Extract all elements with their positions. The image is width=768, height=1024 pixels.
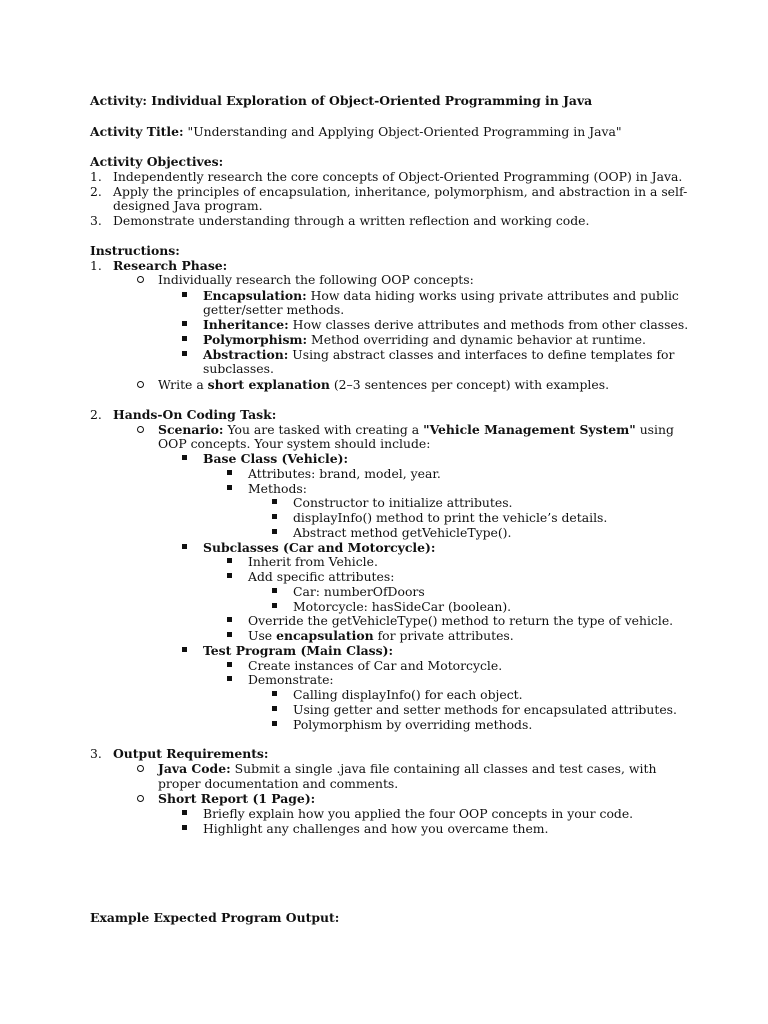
report-item: Highlight any challenges and how you overcame them. (203, 821, 549, 836)
square-bullet-icon (182, 351, 187, 356)
output-requirements-title: Output Requirements: (113, 746, 269, 761)
concept-term: Abstraction: (203, 347, 289, 362)
concept-desc: How classes derive attributes and methods from other classes. (288, 317, 689, 332)
objective-item: Demonstrate understanding through a written reflection and working code. (113, 213, 590, 228)
java-code-continued: proper documentation and comments. (158, 776, 399, 791)
square-bullet-icon (272, 529, 277, 534)
section-number: 1. (90, 258, 102, 273)
method-item: Abstract method getVehicleType(). (293, 525, 512, 540)
scenario-line (158, 422, 674, 437)
square-bullet-icon (182, 336, 187, 341)
method-item: Constructor to initialize attributes. (293, 495, 513, 510)
concept-desc: Method overriding and dynamic behavior at runtime. (307, 332, 646, 347)
report-item: Briefly explain how you applied the four OOP concepts in your code. (203, 806, 634, 821)
concept-inheritance (203, 317, 688, 332)
square-bullet-icon (272, 514, 277, 519)
base-class-title: Base Class (Vehicle): (203, 451, 349, 466)
explain-bold: short explanation (207, 377, 330, 392)
circle-bullet-icon (137, 765, 144, 772)
objective-number: 3. (90, 213, 102, 228)
coding-task-title: Hands-On Coding Task: (113, 407, 277, 422)
activity-title-label: Activity Title: (90, 124, 184, 139)
use-suffix: for private attributes. (373, 628, 514, 643)
concept-term: Polymorphism: (203, 332, 308, 347)
demo-item: Polymorphism by overriding methods. (293, 717, 533, 732)
square-bullet-icon (227, 617, 232, 622)
explain-prefix: Write a (158, 377, 208, 392)
scenario-prefix: You are tasked with creating a (223, 422, 424, 437)
activity-title-value: "Understanding and Applying Object-Oriented Programming in Java" (187, 124, 622, 139)
concept-encapsulation (203, 288, 679, 303)
objective-number: 1. (90, 169, 102, 184)
square-bullet-icon (182, 825, 187, 830)
concept-desc: How data hiding works using private attributes and public (306, 288, 679, 303)
objective-item: Independently research the core concepts of Object-Oriented Programming (OOP) in Java. (113, 169, 683, 184)
scenario-label: Scenario: (158, 422, 224, 437)
square-bullet-icon (182, 292, 187, 297)
square-bullet-icon (272, 499, 277, 504)
scenario-suffix: using (635, 422, 674, 437)
circle-bullet-icon (137, 426, 144, 433)
square-bullet-icon (227, 470, 232, 475)
concept-abstraction (203, 347, 674, 362)
square-bullet-icon (272, 691, 277, 696)
test-program-title: Test Program (Main Class): (203, 643, 394, 658)
objective-item: Apply the principles of encapsulation, inheritance, polymorphism, and abstraction in a self- (113, 184, 688, 199)
explain-suffix: (2–3 sentences per concept) with examples. (329, 377, 610, 392)
square-bullet-icon (272, 721, 277, 726)
research-intro: Individually research the following OOP concepts: (158, 272, 474, 287)
subclass-inherit: Inherit from Vehicle. (248, 554, 378, 569)
square-bullet-icon (272, 706, 277, 711)
square-bullet-icon (182, 810, 187, 815)
section-number: 3. (90, 746, 102, 761)
concept-desc: Using abstract classes and interfaces to define templates for (288, 347, 675, 362)
circle-bullet-icon (137, 795, 144, 802)
circle-bullet-icon (137, 381, 144, 388)
java-code-label: Java Code: (158, 761, 231, 776)
square-bullet-icon (182, 321, 187, 326)
objectives-label: Activity Objectives: (90, 154, 224, 169)
concept-polymorphism (203, 332, 646, 347)
square-bullet-icon (182, 647, 187, 652)
short-report-label: Short Report (1 Page): (158, 791, 316, 806)
subclass-override: Override the getVehicleType() method to return the type of vehicle. (248, 613, 674, 628)
research-phase-title: Research Phase: (113, 258, 228, 273)
square-bullet-icon (182, 455, 187, 460)
example-output-label: Example Expected Program Output: (90, 910, 340, 925)
subclass-attribute-item: Motorcycle: hasSideCar (boolean). (293, 599, 512, 614)
scenario-system-name: "Vehicle Management System" (423, 422, 636, 437)
test-demonstrate: Demonstrate: (248, 672, 334, 687)
square-bullet-icon (272, 588, 277, 593)
use-bold: encapsulation (276, 628, 374, 643)
base-class-attributes: Attributes: brand, model, year. (248, 466, 441, 481)
subclass-attribute-item: Car: numberOfDoors (293, 584, 425, 599)
circle-bullet-icon (137, 276, 144, 283)
concept-continued: getter/setter methods. (203, 302, 345, 317)
demo-item: Using getter and setter methods for encapsulated attributes. (293, 702, 677, 717)
java-code-text: Submit a single .java file containing all classes and test cases, with (230, 761, 657, 776)
test-create-instances: Create instances of Car and Motorcycle. (248, 658, 503, 673)
square-bullet-icon (182, 544, 187, 549)
research-explanation (158, 377, 609, 392)
use-prefix: Use (248, 628, 277, 643)
base-class-methods: Methods: (248, 481, 307, 496)
concept-term: Inheritance: (203, 317, 289, 332)
method-item: displayInfo() method to print the vehicle’s details. (293, 510, 608, 525)
activity-title-line (90, 124, 622, 139)
scenario-continued: OOP concepts. Your system should include: (158, 436, 431, 451)
square-bullet-icon (227, 573, 232, 578)
demo-item: Calling displayInfo() for each object. (293, 687, 523, 702)
subclass-add-attributes: Add specific attributes: (248, 569, 395, 584)
java-code-line (158, 761, 656, 776)
objective-item-continued: designed Java program. (113, 198, 263, 213)
concept-term: Encapsulation: (203, 288, 307, 303)
section-number: 2. (90, 407, 102, 422)
objective-number: 2. (90, 184, 102, 199)
activity-heading: Activity: Individual Exploration of Object-Oriented Programming in Java (90, 93, 593, 108)
subclasses-title: Subclasses (Car and Motorcycle): (203, 540, 436, 555)
concept-continued: subclasses. (203, 361, 274, 376)
square-bullet-icon (227, 485, 232, 490)
instructions-label: Instructions: (90, 243, 180, 258)
subclass-encapsulation (248, 628, 514, 643)
square-bullet-icon (227, 632, 232, 637)
square-bullet-icon (272, 603, 277, 608)
square-bullet-icon (227, 558, 232, 563)
square-bullet-icon (227, 662, 232, 667)
square-bullet-icon (227, 676, 232, 681)
